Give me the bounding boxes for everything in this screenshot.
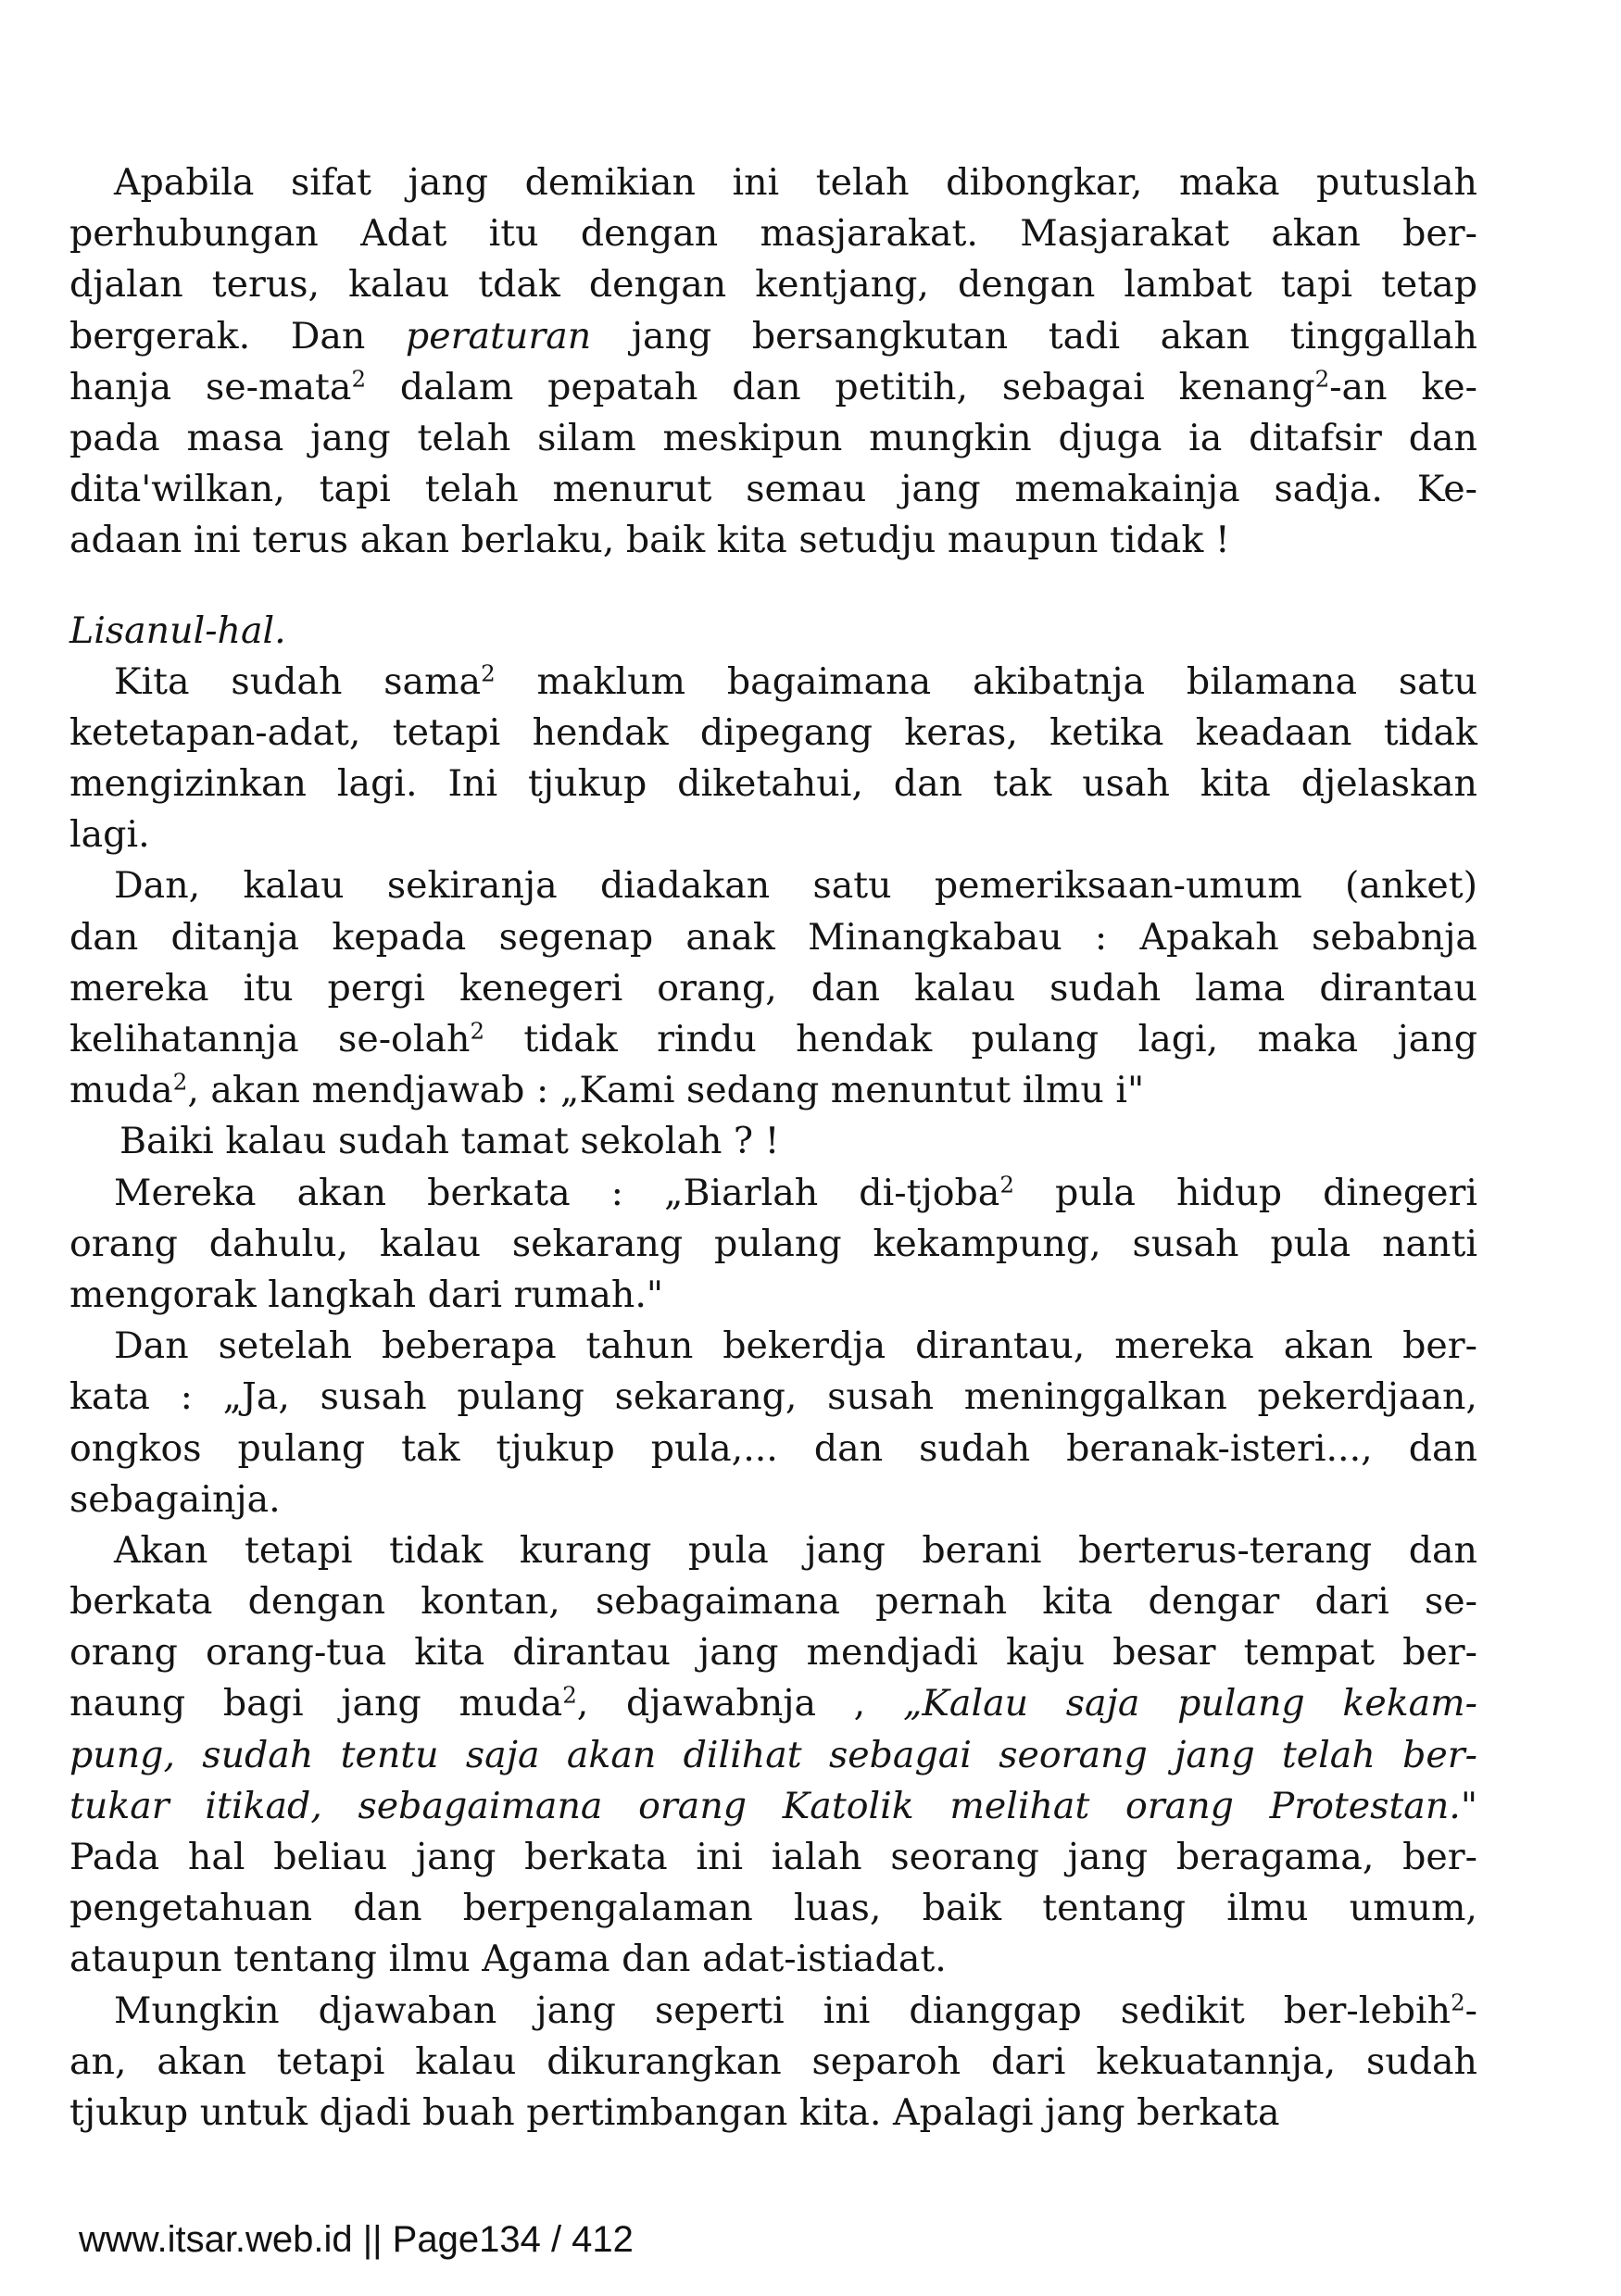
text-line: bergerak. Dan peraturan jang bersangkutan tadi akan tinggallah [69, 314, 1477, 358]
italic-term: peraturan [405, 314, 592, 358]
text-line: Pada hal beliau jang berkata ini ialah seorang jang beragama, ber- [69, 1836, 1477, 1878]
text-line: Mereka akan berkata : „Biarlah di-tjoba$^2$ pula hidup dinegeri [114, 1171, 1478, 1214]
text-line: an, akan tetapi kalau dikurangkan separoh dari kekuatannja, sudah [69, 2039, 1477, 2083]
text-line: ketetapan-adat, tetapi hendak dipegang keras, ketika keadaan tidak [69, 710, 1477, 754]
superscript-2: 2 [351, 365, 367, 393]
page-footer: www.itsar.web.id || Page134 / 412 [79, 2219, 634, 2260]
paragraph-3 [69, 860, 1477, 1116]
text-line: adaan ini terus akan berlaku, baik kita setudju maupun tidak ! [69, 519, 1230, 562]
superscript-2: 2 [172, 1068, 188, 1096]
paragraph-gap [69, 567, 1477, 606]
paragraph-5 [69, 1168, 1477, 1322]
text-line: djalan terus, kalau tdak dengan kentjang, dengan lambat tapi tetap [69, 263, 1477, 307]
superscript-2: 2 [470, 1017, 485, 1045]
text-line: kata : „Ja, susah pulang sekarang, susah meninggalkan pekerdjaan, [69, 1375, 1477, 1419]
text-line: Dan setelah beberapa tahun bekerdja dirantau, mereka akan ber- [114, 1324, 1477, 1368]
text-line: Akan tetapi tidak kurang pula jang berani berterus-terang dan [114, 1528, 1477, 1572]
text-line: dan ditanja kepada segenap anak Minangkabau : Apakah sebabnja [69, 915, 1477, 959]
superscript-2: 2 [481, 659, 496, 687]
text-line: Dan, kalau sekiranja diadakan satu pemeriksaan-umum (anket) [114, 864, 1477, 908]
paragraph-7 [69, 1525, 1477, 1986]
text-line: Apabila sifat jang demikian ini telah dibongkar, maka putuslah [114, 161, 1477, 204]
superscript-2: 2 [999, 1171, 1014, 1198]
text-line: berkata dengan kontan, sebagaimana pernah kita dengar dari se- [69, 1580, 1477, 1624]
text-line: hanja se-mata$^2$ dalam pepatah dan petitih, sebagai kenang$^2$-an ke- [69, 365, 1478, 408]
text-line: pengetahuan dan berpengalaman luas, baik tentang ilmu umum, [69, 1887, 1477, 1930]
text-line: tukar itikad, sebagaimana orang Katolik melihat orang Protestan." [69, 1784, 1477, 1827]
paragraph-4 [69, 1116, 1477, 1167]
text-line: ataupun tentang ilmu Agama dan adat-istiadat. [69, 1938, 947, 1981]
paragraph-8 [69, 1986, 1477, 2139]
text-line: ongkos pulang tak tjukup pula,... dan sudah beranak-isteri..., dan [69, 1426, 1477, 1470]
text-line: Baiki kalau sudah tamat sekolah ? ! [119, 1120, 780, 1163]
text-line: Kita sudah sama$^2$ maklum bagaimana akibatnja bilamana satu [114, 659, 1477, 703]
superscript-2: 2 [1451, 1989, 1465, 2016]
paragraph-6 [69, 1321, 1477, 1525]
text-line: perhubungan Adat itu dengan masjarakat. Masjarakat akan ber- [69, 212, 1477, 256]
paragraph-2 [69, 657, 1477, 861]
superscript-2: 2 [562, 1681, 577, 1709]
superscript-2: 2 [1314, 365, 1330, 393]
quote-italic: „Kalau saja pulang kekam- [902, 1682, 1477, 1725]
text-line: pada masa jang telah silam meskipun mungkin djuga ia ditafsir dan [69, 416, 1477, 459]
text-line: tjukup untuk djadi buah pertimbangan kita. Apalagi jang berkata [69, 2090, 1280, 2134]
text-line: sebagainja. [69, 1477, 281, 1521]
text-line: pung, sudah tentu saja akan dilihat sebagai seorang jang telah ber- [69, 1733, 1477, 1776]
paragraph-1 [69, 157, 1477, 567]
text-line: dita'wilkan, tapi telah menurut semau jang memakainja sadja. Ke- [69, 468, 1477, 511]
text-line: mengizinkan lagi. Ini tjukup diketahui, dan tak usah kita djelaskan [69, 762, 1477, 806]
text-line: Mungkin djawaban jang seperti ini dianggap sedikit ber-lebih$^2$- [114, 1989, 1477, 2032]
text-line: mengorak langkah dari rumah." [69, 1273, 664, 1316]
text-line: muda$^2$, akan mendjawab : „Kami sedang menuntut ilmu i" [69, 1068, 1145, 1112]
text-line: lagi. [69, 813, 150, 857]
section-heading: Lisanul-hal. [69, 609, 286, 652]
text-line: orang orang-tua kita dirantau jang mendjadi kaju besar tempat ber- [69, 1631, 1477, 1675]
text-line: mereka itu pergi kenegeri orang, dan kalau sudah lama dirantau [69, 966, 1477, 1010]
text-line: orang dahulu, kalau sekarang pulang kekampung, susah pula nanti [69, 1222, 1477, 1265]
page-body [69, 157, 1477, 2139]
text-line: naung bagi jang muda$^2$, djawabnja , „Kalau saja pulang kekam- [69, 1681, 1477, 1725]
text-line: kelihatannja se-olah$^2$ tidak rindu hendak pulang lagi, maka jang [69, 1017, 1477, 1060]
